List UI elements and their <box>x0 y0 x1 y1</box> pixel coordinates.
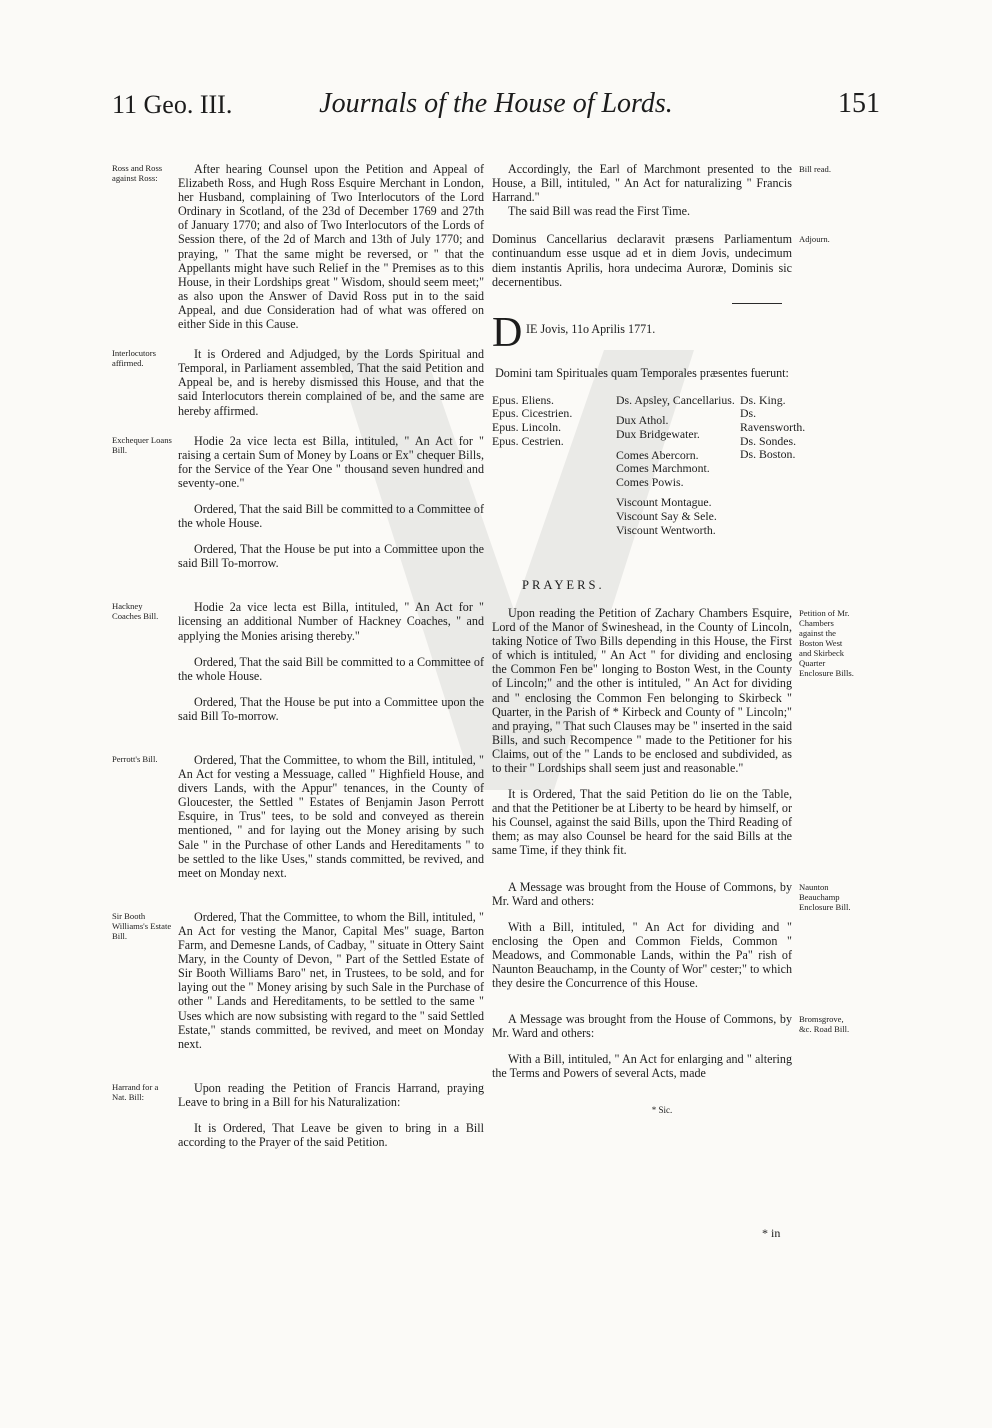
entry-paragraph: Dominus Cancellarius declaravit præsens Parliamentum continuandum esse usque ad et in diem Jovis, undecimum diem instantis Aprilis, hora undecima Auroræ, Dominis sic decernentibus. <box>492 232 792 289</box>
right-entries <box>492 605 854 1081</box>
entry-paragraph: With a Bill, intituled, " An Act for dividing and " enclosing the Open and Common Fields, Common " Meadows, and Commonable Lands, within the Pa" rish of Naunton Beauchamp, in the County of Wor" cester;" to which they desire the Concurrence of this House. <box>492 919 792 991</box>
attendee-name: Epus. Lincoln. <box>492 420 562 435</box>
entry-paragraph: Ordered, That the Committee, to whom the Bill, intituled, " An Act for vesting a Messuage, called " Highfield House, and divers Lands, with the Appur" tenances, in the County of Gloucester, the Settled " Estates of Benjamin Jason Perrott Esquire, in Trus" tees, to be sold and conveyed as therein mentioned, " and for laying out the Money arising by such Sale " in the Purchase of other Lands and Hereditaments " to be settled to the like Uses," stands committed, be revived, and meet on Monday next. <box>178 753 484 880</box>
margin-note: Naunton Beauchamp Enclosure Bill. <box>799 881 851 912</box>
attendee-name: Dux Athol. <box>616 413 669 428</box>
attendee-name: Viscount Montague. <box>616 495 712 510</box>
entry-paragraph: Ordered, That the House be put into a Committee upon the said Bill To-morrow. <box>178 542 484 571</box>
journal-entry <box>112 909 484 1051</box>
regnal-year: 11 Geo. III. <box>112 90 233 119</box>
footnote: * Sic. <box>651 1104 673 1115</box>
entry-paragraph: It is Ordered and Adjudged, by the Lords Spiritual and Temporal, in Parliament assembled, That the said Petition and Appeal be, and is hereby dismissed this House, and that the said Interlocutors therein complained of be, and the same are hereby affirmed. <box>178 347 484 418</box>
drop-cap: D <box>492 309 523 356</box>
margin-note: Ross and Ross against Ross: <box>112 163 163 183</box>
margin-note: Bill read. <box>799 164 831 174</box>
attendee-name: Epus. Cicestrien. <box>492 406 573 421</box>
attendance-peers <box>616 394 742 537</box>
margin-note: Adjourn. <box>799 234 830 245</box>
entry-paragraph: Hodie 2a vice lecta est Billa, intituled, " An Act for " raising a certain Sum of Money by Loans or Ex" chequer Bills, for the Service of the Year One " thousand seven hundred and seventy-one." <box>178 433 484 490</box>
entry-paragraph: Ordered, That the Committee, to whom the Bill, intituled, " An Act for vesting the Manor, Capital Mes" suage, Barton Farm, and Demesne Lands, of Cadbay, " situate in Ottery Saint Mary, in the County of Devon, " Part of the Settled Estate of Sir Booth Williams Baro" net, in Trustees, to be sold, and for laying out the " Money arising by such Sale in the Purchase of other " Lands and Hereditaments, to be settled to the same " Uses which are now subsisting with regard to the " said Settled Estate," stands committed, be revived, and meet on Monday next. <box>178 909 484 1051</box>
attendee-name: Comes Abercorn. <box>616 447 699 462</box>
journal-entry <box>112 600 484 723</box>
margin-note: Hackney Coaches Bill. <box>112 601 159 622</box>
journal-entry <box>112 753 484 880</box>
journal-entry <box>492 879 851 991</box>
journal-entry <box>112 1080 484 1150</box>
prayers-heading: PRAYERS. <box>522 577 605 592</box>
attendance-bishops <box>492 394 604 448</box>
journal-entry <box>492 605 854 858</box>
journal-entry <box>492 1012 850 1081</box>
margin-note: Perrott's Bill. <box>112 754 158 764</box>
journal-entry <box>112 162 484 332</box>
margin-note: Exchequer Loans Bill. <box>112 434 172 455</box>
entry-paragraph: After hearing Counsel upon the Petition and Appeal of Elizabeth Ross, and Hugh Ross Esquire Merchant in London, her Husband, complaining of Two Interlocutors of the Lord Ordinary in Scotland, of the 23d of December 1769 and 27th of January 1770; and also of Two Interlocutors of the Lords of Session there, of the 2d of March and 13th of July 1770; and praying, " That the same might be reversed, or " that the Appellants might have such Relief in the " Premises as to this House, in their Lordships great " Wisdom, should seem meet;" as also upon the Answer of David Ross put in to the said Appeal, and due Consideration had of what was offered on either Side in this Cause. <box>178 162 484 332</box>
attendee-name: Viscount Wentworth. <box>616 522 716 537</box>
attendee-name: Comes Marchmont. <box>616 461 710 476</box>
attendance-barons <box>740 394 804 462</box>
attendee-name: Dux Bridgewater. <box>616 427 700 442</box>
attendee-name: Epus. Eliens. <box>492 392 554 407</box>
entry-paragraph: The said Bill was read the First Time. <box>508 204 691 219</box>
margin-note: Interlocutors affirmed. <box>112 348 156 369</box>
entry-paragraph: A Message was brought from the House of Commons, by Mr. Ward and others: <box>492 879 792 908</box>
entry-paragraph: Ordered, That the said Bill be committed to a Committee of the whole House. <box>178 654 484 683</box>
sitting-date-heading <box>492 309 792 356</box>
entry-paragraph: A Message was brought from the House of Commons, by Mr. Ward and others: <box>492 1012 792 1041</box>
entry-paragraph: Hodie 2a vice lecta est Billa, intituled, " An Act for " licensing an additional Number of Hackney Coaches, " and applying the Monies arising thereby." <box>178 600 484 643</box>
attendee-name: Ds. Apsley, Cancellarius. <box>616 392 735 407</box>
entry-paragraph: Upon reading the Petition of Zachary Chambers Esquire, Lord of the Manor of Swineshead, in the County of Lincoln, taking Notice of Two Bills depending in this House, the First of which is intituled, " An Act " for dividing and enclosing the Common Fen be" longing to Boston West, in the County of Lincoln;" and the other is intituled, " An Act for dividing and " enclosing the Common Fen belonging to Skirbeck " Quarter, in the Parish of * Kirbeck and County of " Lincoln;" and praying, " That such Clauses may be " inserted in the said Bills, and such Recompence " made to the Petitioner for his Claims, out of the " Lands to be enclosed and subdivided, as to their " Lordships shall seem just and reasonable." <box>492 605 792 775</box>
bill-read-entry <box>492 162 831 219</box>
attendee-name: Ds. King. <box>740 392 786 407</box>
adjournment-entry <box>492 232 830 289</box>
attendee-name: Ds. Boston. <box>740 447 796 462</box>
attendee-name: Ds. Ravensworth. <box>740 406 806 435</box>
attendance-list <box>492 392 806 537</box>
entry-paragraph: With a Bill, intituled, " An Act for enlarging and " altering the Terms and Powers of several Acts, made <box>492 1052 792 1081</box>
journal-entry <box>112 433 484 571</box>
catchword: * in <box>762 1226 781 1240</box>
journal-entry <box>112 347 484 418</box>
entry-paragraph: Ordered, That the said Bill be committed to a Committee of the whole House. <box>178 501 484 531</box>
left-column <box>112 162 484 1165</box>
attendee-name: Viscount Say & Sele. <box>616 509 717 523</box>
margin-note: Sir Booth Williams's Estate Bill. <box>112 910 172 941</box>
entry-paragraph: It is Ordered, That Leave be given to bring in a Bill according to the Prayer of the said Petition. <box>178 1120 484 1150</box>
attendee-name: Epus. Cestrien. <box>492 433 564 448</box>
journal-title: Journals of the House of Lords. <box>319 88 673 119</box>
present-intro: Domini tam Spirituales quam Temporales præsentes fuerunt: <box>495 365 789 380</box>
entry-paragraph: It is Ordered, That the said Petition do lie on the Table, and that the Petitioner be at Liberty to be heard by himself, or his Counsel, against the said Bills, upon the Third Reading of them; as may also Counsel be heard for the said Bills at the same Time, if they think fit. <box>492 787 792 858</box>
page-number: 151 <box>838 88 880 119</box>
page-header <box>112 86 880 126</box>
margin-note: Bromsgrove, &c. Road Bill. <box>799 1014 850 1035</box>
section-divider <box>732 303 782 304</box>
attendee-name: Comes Powis. <box>616 474 684 489</box>
margin-note: Petition of Mr. Chambers against the Boston West and Skirbeck Quarter Enclosure Bills. <box>799 607 854 678</box>
entry-paragraph: Accordingly, the Earl of Marchmont presented to the House, a Bill, intituled, " An Act for naturalizing " Francis Harrand." <box>492 162 792 205</box>
entry-paragraph: Upon reading the Petition of Francis Harrand, praying Leave to bring in a Bill for his Naturalization: <box>178 1080 484 1109</box>
attendee-name: Ds. Sondes. <box>740 433 797 448</box>
entry-paragraph: Ordered, That the House be put into a Committee upon the said Bill To-morrow. <box>178 694 484 723</box>
margin-note: Harrand for a Nat. Bill: <box>112 1081 159 1102</box>
sitting-date-text: IE Jovis, 11o Aprilis 1771. <box>526 321 656 336</box>
right-column <box>492 162 854 1117</box>
